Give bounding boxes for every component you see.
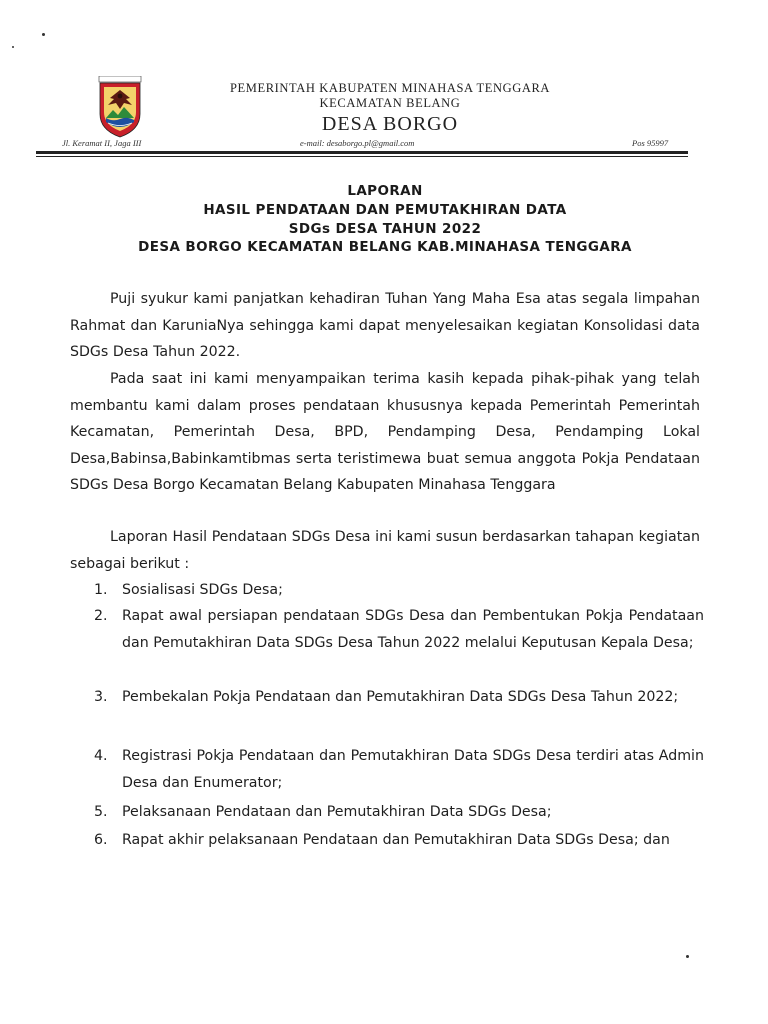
report-title-line2: HASIL PENDATAAN DAN PEMUTAKHIRAN DATA	[203, 202, 567, 218]
stage-list-item-6	[94, 827, 704, 854]
paragraph-thanks: Pada saat ini kami menyampaikan terima kasih kepada pihak-pihak yang telah membantu kami dalam proses pendataan khususnya kepada Pemerintah Pemerintah Kecamatan, Pemerintah Desa, BPD, Pendamping Desa, Pendamping Lokal Desa,Babinsa,Babinkamtibmas serta teristimewa buat semua anggota Pokja Pendataan SDGs Desa Borgo Kecamatan Belang Kabupaten Minahasa Tenggara	[70, 371, 700, 493]
report-title-line3: SDGs DESA TAHUN 2022	[288, 221, 482, 237]
stage-number: 5.	[94, 804, 108, 820]
stage-number: 3.	[94, 689, 108, 705]
stage-number: 1.	[94, 582, 108, 598]
scan-speck	[12, 46, 14, 48]
stage-list-item-3	[94, 684, 704, 711]
stage-number: 4.	[94, 748, 108, 764]
stage-text: Registrasi Pokja Pendataan dan Pemutakhiran Data SDGs Desa terdiri atas Admin Desa dan Enumerator;	[122, 748, 704, 791]
regency-crest-icon	[96, 76, 144, 138]
stage-list-item-1	[94, 577, 704, 604]
paragraph-gratitude: Puji syukur kami panjatkan kehadiran Tuhan Yang Maha Esa atas segala limpahan Rahmat dan KaruniaNya sehingga kami dapat menyelesaikan kegiatan Konsolidasi data SDGs Desa Tahun 2022.	[70, 291, 700, 360]
stage-number: 2.	[94, 608, 108, 624]
paragraph-stages-intro-text: Laporan Hasil Pendataan SDGs Desa ini kami susun berdasarkan tahapan kegiatan sebagai berikut :	[70, 529, 700, 572]
stage-text: Rapat akhir pelaksanaan Pendataan dan Pemutakhiran Data SDGs Desa; dan	[122, 832, 670, 848]
letterhead-rule-thin	[36, 156, 688, 157]
letterhead-email: e-mail: desaborgo.pl@gmail.com	[300, 138, 415, 148]
scan-speck	[42, 33, 45, 36]
paragraph-stages-intro	[70, 524, 700, 577]
letterhead-regency: PEMERINTAH KABUPATEN MINAHASA TENGGARA	[229, 81, 551, 95]
letterhead-district: KECAMATAN BELANG	[319, 96, 461, 110]
letterhead-rule-thick	[36, 151, 688, 154]
stage-text: Sosialisasi SDGs Desa;	[122, 582, 283, 598]
stage-list-item-4	[94, 743, 704, 796]
report-title-line1: LAPORAN	[347, 183, 423, 199]
scan-speck	[686, 955, 689, 958]
letterhead-address: Jl. Keramat II, Jaga III	[62, 138, 142, 148]
letterhead-postcode: Pos 95997	[632, 138, 669, 148]
stage-text: Rapat awal persiapan pendataan SDGs Desa dan Pembentukan Pokja Pendataan dan Pemutakhiran Data SDGs Desa Tahun 2022 melalui Keputusan Kepala Desa;	[122, 608, 704, 651]
stage-text: Pembekalan Pokja Pendataan dan Pemutakhiran Data SDGs Desa Tahun 2022;	[122, 689, 679, 705]
report-title-line4: DESA BORGO KECAMATAN BELANG KAB.MINAHASA TENGGARA	[138, 239, 632, 255]
stage-text: Pelaksanaan Pendataan dan Pemutakhiran Data SDGs Desa;	[122, 804, 552, 820]
stage-number: 6.	[94, 832, 108, 848]
letterhead-village: DESA BORGO	[321, 113, 459, 135]
stage-list-item-5	[94, 799, 704, 826]
stage-list-item-2	[94, 603, 704, 656]
